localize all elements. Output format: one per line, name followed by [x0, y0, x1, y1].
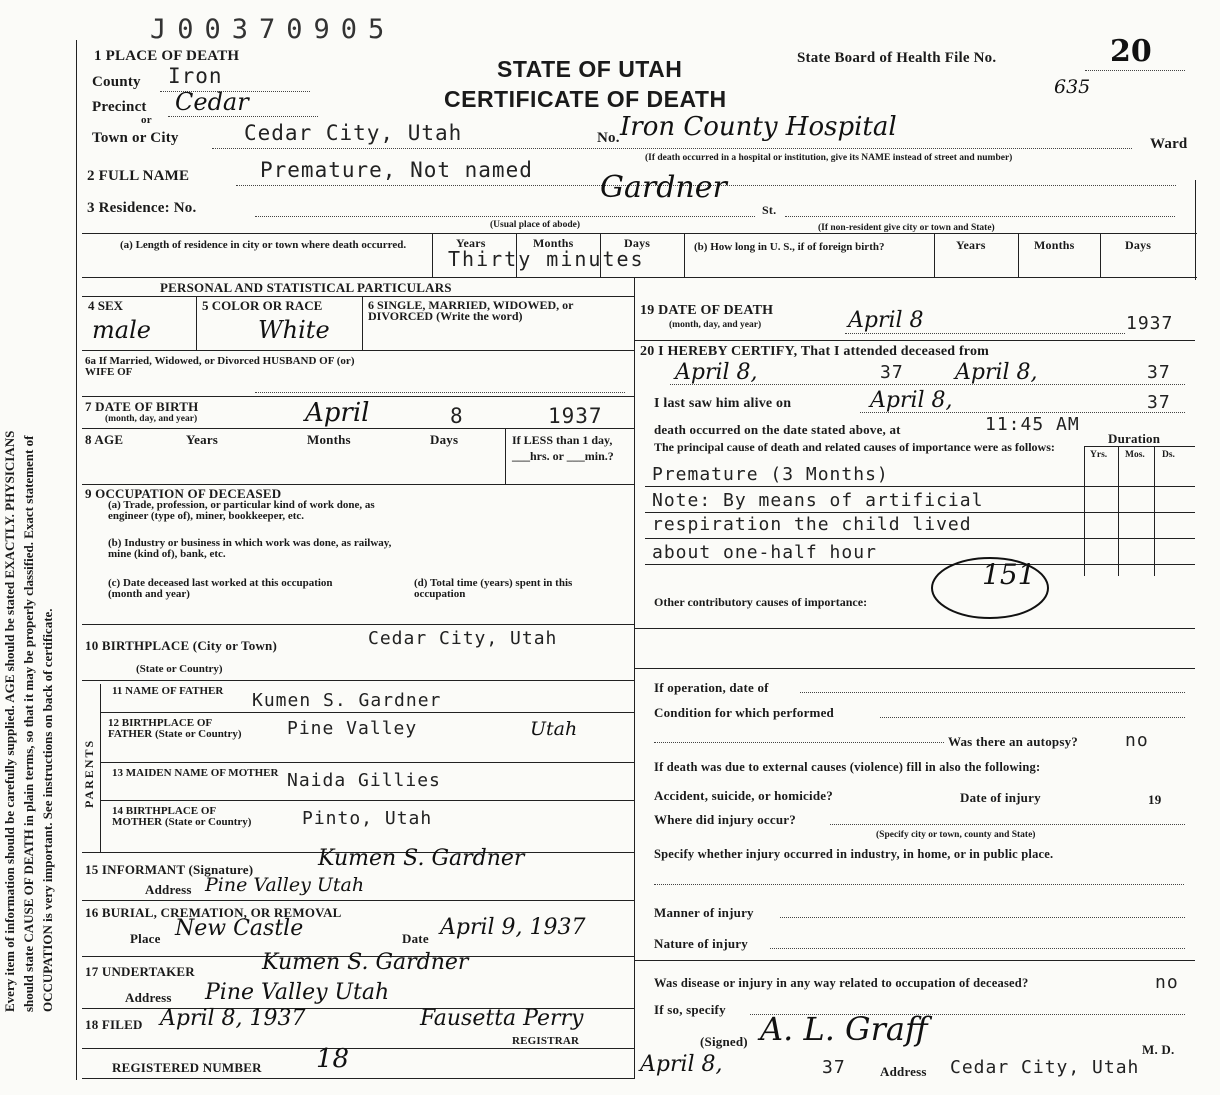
length-value: Thirty minutes	[448, 247, 645, 271]
principal-cause-label: The principal cause of death and related causes of importance were as follows:	[654, 440, 1055, 454]
burial-date: April 9, 1937	[440, 915, 586, 940]
undertaker-label: 17 UNDERTAKER	[85, 964, 195, 979]
death-time: 11:45 AM	[985, 414, 1080, 435]
birthplace-value: Cedar City, Utah	[368, 628, 558, 649]
town-label: Town or City	[92, 130, 179, 146]
nonresident-note: (If non-resident give city or town and State)	[818, 223, 995, 233]
place-heading: 1 PLACE OF DEATH	[94, 48, 240, 64]
to-date: April 8,	[955, 360, 1038, 385]
cause-line-4: about one-half hour	[652, 542, 877, 563]
residence-label: 3 Residence: No.	[87, 200, 197, 216]
condition-label: Condition for which performed	[654, 705, 834, 720]
county-label: County	[92, 74, 141, 90]
occupation-related-value: no	[1155, 972, 1179, 993]
burial-place: New Castle	[175, 916, 304, 941]
operation-label: If operation, date of	[654, 680, 769, 695]
hospital-note: (If death occurred in a hospital or institution, give its NAME instead of street and number)	[645, 153, 1013, 163]
serial-number: J00370905	[150, 14, 396, 45]
occupation-related-label: Was disease or injury in any way related to occupation of deceased?	[654, 976, 1029, 990]
last-saw-year: 37	[1147, 392, 1171, 413]
occupation-c: (c) Date deceased last worked at this occupation (month and year)	[108, 577, 333, 600]
certify-label: 20 I HEREBY CERTIFY, That I attended deceased from	[640, 344, 990, 359]
autopsy-label: Was there an autopsy?	[948, 734, 1079, 749]
autopsy-value: no	[1125, 730, 1149, 751]
dob-day: 8	[450, 404, 464, 428]
date-injury-19: 19	[1148, 792, 1162, 807]
external-causes-label: If death was due to external causes (violence) fill in also the following:	[654, 760, 1041, 774]
full-name-label: 2 FULL NAME	[87, 168, 190, 184]
other-causes-label: Other contributory causes of importance:	[654, 595, 868, 609]
where-injury-note: (Specify city or town, county and State)	[876, 830, 1036, 840]
dob-label: 7 DATE OF BIRTH	[85, 399, 199, 414]
if-so-label: If so, specify	[654, 1002, 726, 1017]
birthplace-state: (State or Country)	[136, 663, 223, 675]
personal-heading: PERSONAL AND STATISTICAL PARTICULARS	[160, 280, 452, 295]
cause-code-circle	[925, 548, 1055, 628]
usual-abode-note: (Usual place of abode)	[490, 220, 580, 230]
sign-date: April 8,	[640, 1052, 723, 1077]
filed-label: 18 FILED	[85, 1017, 143, 1032]
occupation-d: (d) Total time (years) spent in this occupation	[414, 577, 573, 600]
from-date: April 8,	[675, 360, 758, 385]
where-injury-label: Where did injury occur?	[654, 812, 796, 827]
color-label: 5 COLOR OR RACE	[202, 298, 323, 313]
mother-label: 13 MAIDEN NAME OF MOTHER	[112, 767, 279, 779]
dob-month: April	[305, 398, 370, 428]
age-years: Years	[186, 432, 219, 447]
father-birthplace-label: 12 BIRTHPLACE OF FATHER (State or Country)	[108, 717, 242, 740]
sex-value: male	[92, 316, 151, 344]
sign-address: Cedar City, Utah	[950, 1057, 1140, 1078]
from-year: 37	[880, 362, 904, 383]
accident-label: Accident, suicide, or homicide?	[654, 788, 833, 803]
death-occurred-label: death occurred on the date stated above, at	[654, 422, 901, 437]
us-days-hdr: Days	[1125, 238, 1152, 252]
dod-year: 1937	[1126, 313, 1174, 334]
sign-year: 37	[822, 1057, 846, 1078]
length-months-hdr: Months	[533, 236, 574, 250]
duration-mos: Mos.	[1125, 450, 1145, 460]
undertaker-address-label: Address	[125, 990, 172, 1005]
length-label: (a) Length of residence in city or town where death occurred.	[120, 239, 407, 251]
father-birthplace-state: Utah	[530, 718, 578, 740]
dod-label: 19 DATE OF DEATH	[640, 303, 774, 318]
county-value: Iron	[168, 64, 223, 88]
duration-yrs: Yrs.	[1090, 450, 1108, 460]
side-note-line2: should state CAUSE OF DEATH in plain terms, so that it may be properly classified. Exact statement of	[21, 435, 36, 1012]
title-certificate: CERTIFICATE OF DEATH	[444, 86, 727, 112]
no-label: No.	[597, 130, 620, 146]
residence-st: St.	[762, 203, 777, 217]
duration-ds: Ds.	[1162, 450, 1175, 460]
color-value: White	[258, 316, 330, 344]
mother-value: Naida Gillies	[287, 770, 441, 791]
or-label: or	[141, 114, 152, 126]
registered-number: 18	[316, 1044, 350, 1074]
undertaker-address: Pine Valley Utah	[205, 980, 390, 1005]
mother-birthplace-label: 14 BIRTHPLACE OF MOTHER (State or Country)	[112, 805, 252, 828]
cause-line-3: respiration the child lived	[652, 514, 972, 535]
date-injury-label: Date of injury	[960, 790, 1041, 805]
informant-address-label: Address	[145, 882, 192, 897]
title-state: STATE OF UTAH	[497, 56, 683, 82]
burial-label: 16 BURIAL, CREMATION, OR REMOVAL	[85, 905, 342, 920]
signed-label: (Signed)	[700, 1034, 748, 1049]
file-number: 20	[1110, 34, 1152, 69]
dod-value: April 8	[848, 308, 924, 333]
marital-label: 6 SINGLE, MARRIED, WIDOWED, or DIVORCED (Write the word)	[368, 298, 574, 323]
dob-sub: (month, day, and year)	[105, 414, 198, 424]
less-than-label: If LESS than 1 day, ___hrs. or ___min.?	[512, 433, 614, 463]
cause-line-2: Note: By means of artificial	[652, 490, 984, 511]
length-days-hdr: Days	[624, 236, 651, 250]
manner-injury-label: Manner of injury	[654, 905, 754, 920]
parents-label: PARENTS	[82, 738, 96, 808]
ward-label: Ward	[1150, 136, 1188, 152]
informant-signature: Kumen S. Gardner	[318, 846, 525, 871]
side-note-line3: OCCUPATION is very important. See instructions on back of certificate.	[40, 608, 55, 1012]
file-label: State Board of Health File No.	[797, 50, 997, 66]
duration-label: Duration	[1108, 431, 1161, 446]
precinct-label: Precinct	[92, 99, 147, 115]
occupation-b: (b) Industry or business in which work was done, as railway, mine (kind of), bank, etc.	[108, 537, 392, 560]
occupation-a: (a) Trade, profession, or particular kind of work done, as engineer (type of), miner, bookkeeper, etc.	[108, 499, 375, 522]
father-value: Kumen S. Gardner	[252, 690, 442, 711]
dod-sub: (month, day, and year)	[669, 320, 762, 330]
age-days: Days	[430, 432, 459, 447]
us-months-hdr: Months	[1034, 238, 1075, 252]
foreign-birth-label: (b) How long in U. S., if of foreign birth?	[694, 241, 885, 253]
town-value: Cedar City, Utah	[244, 121, 463, 145]
precinct-value: Cedar	[175, 88, 249, 116]
mother-birthplace-value: Pinto, Utah	[302, 808, 433, 829]
file-number-2: 635	[1054, 76, 1091, 98]
age-label: 8 AGE	[85, 432, 124, 447]
dob-year: 1937	[548, 404, 603, 428]
occupation-label: 9 OCCUPATION OF DECEASED	[85, 486, 282, 501]
hospital-value: Iron County Hospital	[620, 112, 897, 142]
filed-date: April 8, 1937	[160, 1006, 306, 1031]
specify-injury-label: Specify whether injury occurred in industry, in home, or in public place.	[654, 847, 1054, 861]
nature-injury-label: Nature of injury	[654, 936, 748, 951]
burial-date-label: Date	[402, 931, 429, 946]
registrar-label: REGISTRAR	[512, 1035, 580, 1047]
married-label: 6a If Married, Widowed, or Divorced HUSBAND OF (or) WIFE OF	[85, 355, 355, 378]
last-saw-label: I last saw him alive on	[654, 396, 792, 411]
last-saw-date: April 8,	[870, 388, 953, 413]
cause-line-1: Premature (3 Months)	[652, 464, 889, 485]
full-name-value: Premature, Not named	[260, 158, 533, 182]
father-label: 11 NAME OF FATHER	[112, 685, 224, 697]
age-months: Months	[307, 432, 351, 447]
length-years-hdr: Years	[456, 236, 486, 250]
physician-signature: A. L. Graff	[760, 1010, 928, 1048]
undertaker-signature: Kumen S. Gardner	[262, 950, 469, 975]
birthplace-label: 10 BIRTHPLACE (City or Town)	[85, 638, 277, 653]
registrar-signature: Fausetta Perry	[420, 1006, 584, 1031]
us-years-hdr: Years	[956, 238, 986, 252]
registered-number-label: REGISTERED NUMBER	[112, 1060, 262, 1075]
burial-place-label: Place	[130, 931, 161, 946]
sex-label: 4 SEX	[88, 298, 124, 313]
cause-code: 151	[982, 558, 1036, 591]
informant-label: 15 INFORMANT (Signature)	[85, 862, 254, 877]
father-birthplace-value: Pine Valley	[287, 718, 418, 739]
to-year: 37	[1147, 362, 1171, 383]
md-label: M. D.	[1142, 1042, 1175, 1057]
surname-value: Gardner	[600, 170, 727, 205]
side-note-line1: Every item of information should be carefully supplied. AGE should be stated EXACTLY. PHYSICIANS	[2, 430, 17, 1012]
sign-address-label: Address	[880, 1064, 927, 1079]
informant-address: Pine Valley Utah	[205, 874, 365, 896]
